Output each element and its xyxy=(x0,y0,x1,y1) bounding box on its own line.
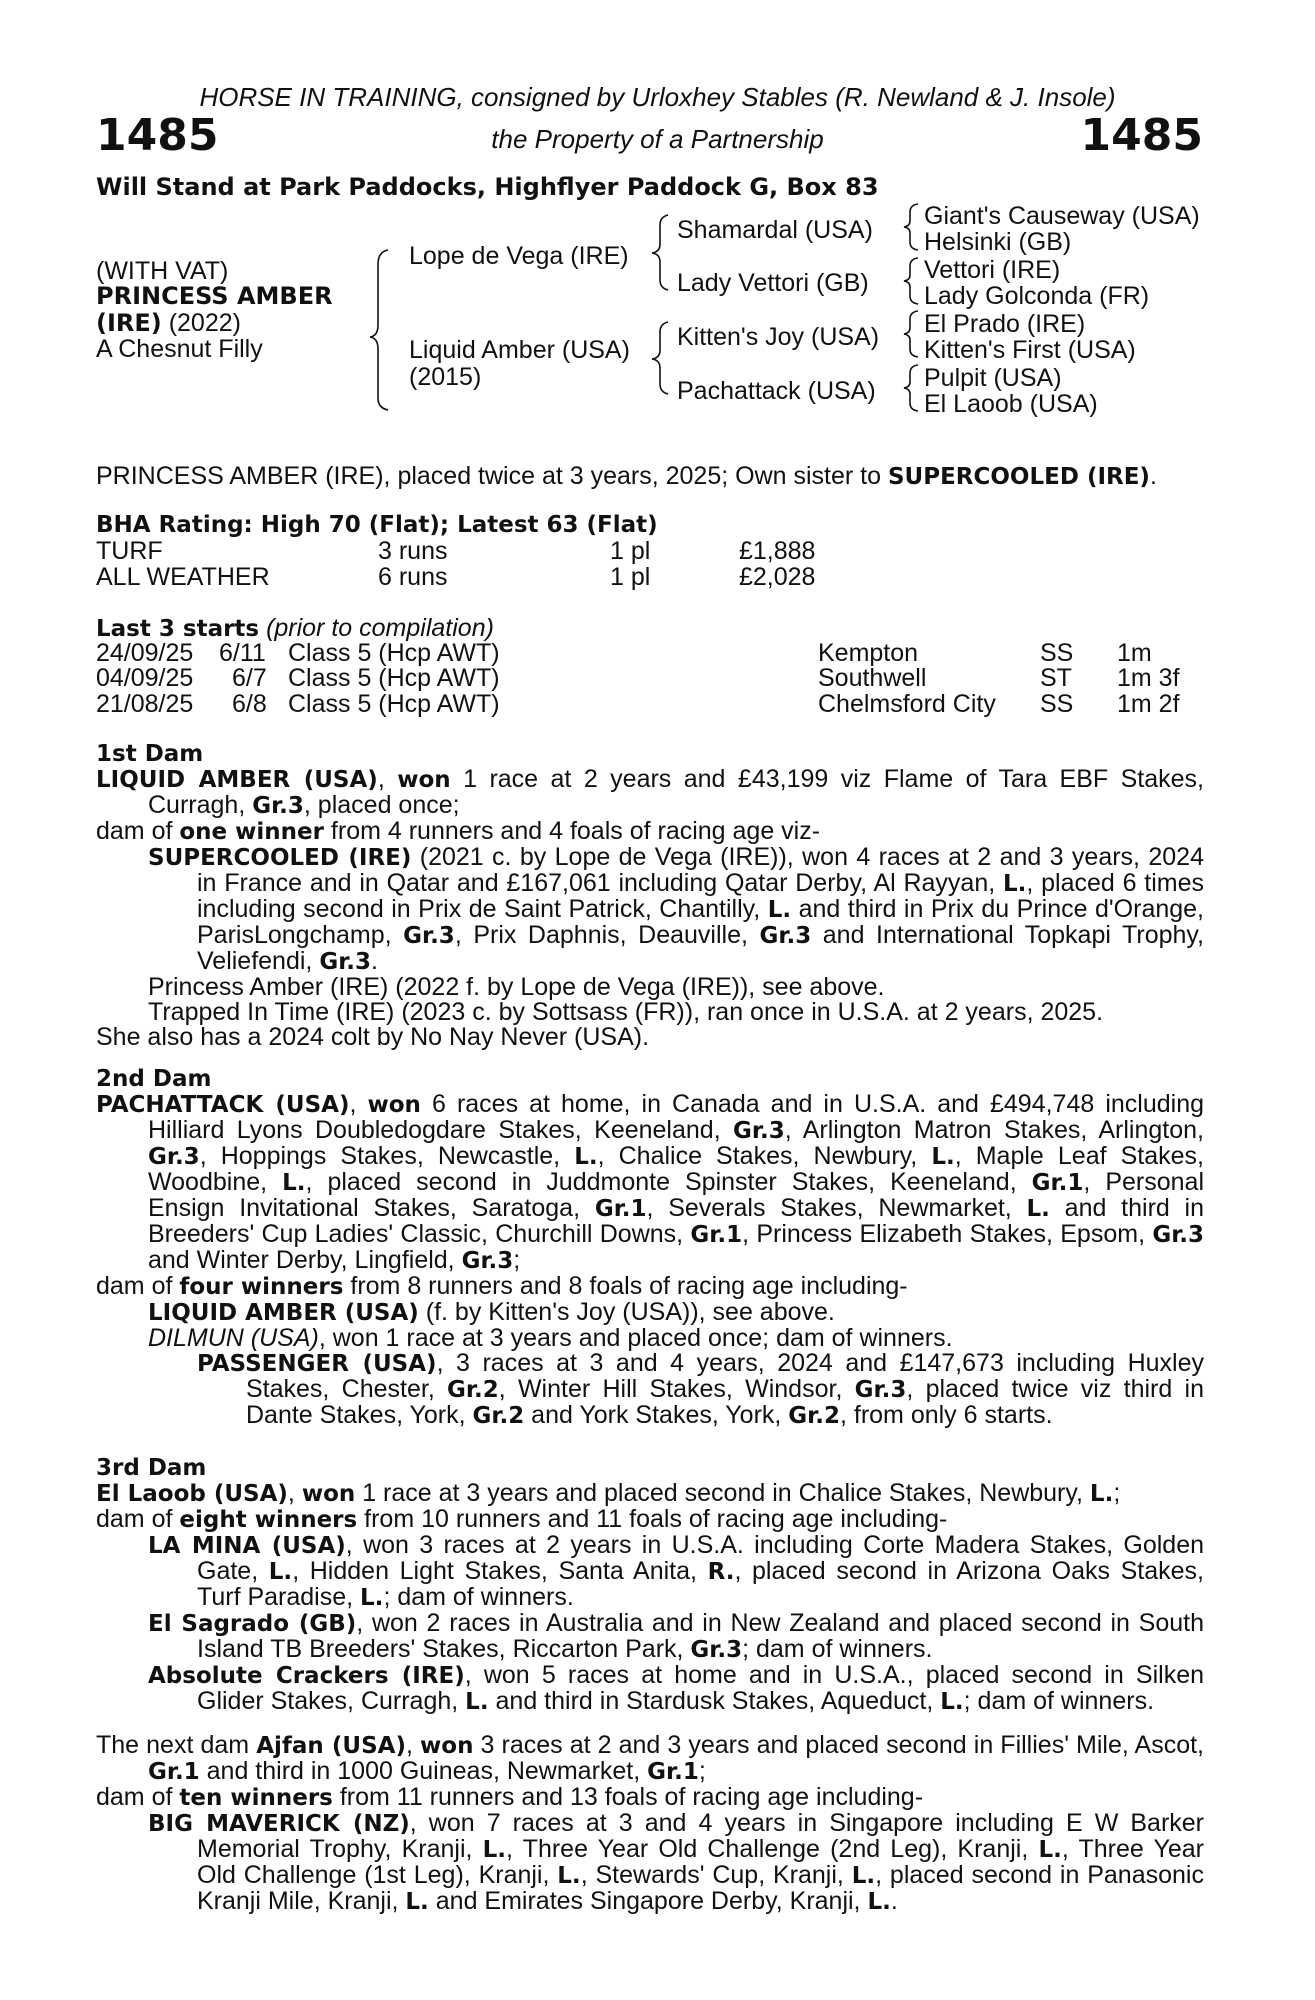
start-2-pos: 6/7 xyxy=(232,664,267,692)
el-sagrado-entry: El Sagrado (GB), won 2 races in Australia and in New Zealand and placed second in South Island TB Breeders' Stakes, Riccarton Park, Gr.3; dam of winners. xyxy=(148,1609,1204,1663)
start-1-date: 24/09/25 xyxy=(96,639,194,667)
start-1-going: SS xyxy=(1040,639,1074,667)
ggp-1: Giant's Causeway (USA) xyxy=(924,202,1200,230)
start-1-dist: 1m xyxy=(1117,639,1152,667)
rating-turf-surface: TURF xyxy=(96,537,163,565)
rating-heading: BHA Rating: High 70 (Flat); Latest 63 (Flat) xyxy=(96,512,658,538)
next-dam-winners: dam of ten winners from 11 runners and 13 foals of racing age including- xyxy=(96,1783,924,1811)
start-3-class: Class 5 (Hcp AWT) xyxy=(288,690,500,718)
third-dam-winners: dam of eight winners from 10 runners and 11 foals of racing age including- xyxy=(96,1505,948,1533)
dam-year: (2015) xyxy=(409,363,482,391)
summary-line: PRINCESS AMBER (IRE), placed twice at 3 years, 2025; Own sister to SUPERCOOLED (IRE). xyxy=(96,462,1157,490)
colt-2024-entry: She also has a 2024 colt by No Nay Never (USA). xyxy=(96,1023,650,1051)
second-dam-section xyxy=(96,1067,1204,1429)
dam-dam: Pachattack (USA) xyxy=(677,377,876,405)
lot-number-right: 1485 xyxy=(1080,110,1203,161)
first-dam-heading: 1st Dam xyxy=(96,741,204,767)
ggp-2: Helsinki (GB) xyxy=(924,228,1072,256)
rating-turf-pl: 1 pl xyxy=(610,537,651,565)
lot-number-left: 1485 xyxy=(96,110,219,161)
consignor-line: HORSE IN TRAINING, consigned by Urloxhey Stables (R. Newland & J. Insole) xyxy=(199,82,1116,112)
dam-sire: Kitten's Joy (USA) xyxy=(677,323,880,351)
sire-dam: Lady Vettori (GB) xyxy=(677,269,869,297)
start-2-course: Southwell xyxy=(818,664,927,692)
second-dam-heading: 2nd Dam xyxy=(96,1066,212,1092)
start-1-class: Class 5 (Hcp AWT) xyxy=(288,639,500,667)
next-dam-section xyxy=(96,1733,1204,1915)
rating-aw-runs: 6 runs xyxy=(378,563,448,591)
start-3-pos: 6/8 xyxy=(232,690,267,718)
property-line: the Property of a Partnership xyxy=(491,124,824,154)
ggp-7: Pulpit (USA) xyxy=(924,364,1062,392)
third-dam-para: El Laoob (USA), won 1 race at 3 years and placed second in Chalice Stakes, Newbury, L.; xyxy=(96,1479,1121,1507)
horse-name-country: (IRE) (2022) xyxy=(96,309,241,337)
rating-aw-surface: ALL WEATHER xyxy=(96,563,270,591)
last-starts-heading: Last 3 starts (prior to compilation) xyxy=(96,614,494,642)
trapped-in-time-entry: Trapped In Time (IRE) (2023 c. by Sottsass (FR)), ran once in U.S.A. at 2 years, 2025. xyxy=(148,998,1104,1026)
second-dam-winners: dam of four winners from 8 runners and 8 foals of racing age including- xyxy=(96,1272,908,1300)
third-dam-heading: 3rd Dam xyxy=(96,1455,207,1481)
sire: Lope de Vega (IRE) xyxy=(409,242,629,270)
start-2-dist: 1m 3f xyxy=(1117,664,1180,692)
rating-turf-prize: £1,888 xyxy=(739,537,816,565)
start-3-going: SS xyxy=(1040,690,1074,718)
horse-description: A Chesnut Filly xyxy=(96,335,263,363)
first-dam-winners: dam of one winner from 4 runners and 4 foals of racing age viz- xyxy=(96,817,821,845)
ggp-5: El Prado (IRE) xyxy=(924,310,1086,338)
start-3-date: 21/08/25 xyxy=(96,690,194,718)
passenger-entry: PASSENGER (USA), 3 races at 3 and 4 years, 2024 and £147,673 including Huxley Stakes, Chester, Gr.2, Winter Hill Stakes, Windsor, Gr.3, placed twice viz third in Dante Stakes, York, Gr.2 and York Stakes, York, Gr.2, from only 6 starts. xyxy=(197,1349,1204,1429)
ggp-3: Vettori (IRE) xyxy=(924,256,1061,284)
second-dam-para: PACHATTACK (USA), won 6 races at home, in Canada and in U.S.A. and £494,748 including Hilliard Lyons Doubledogdare Stakes, Keeneland, Gr.3, Arlington Matron Stakes, Arlington, Gr.3, Hoppings Stakes, Newcastle, L., Chalice Stakes, Newbury, L., Maple Leaf Stakes, Woodbine, L., placed second in Juddmonte Spinster Stakes, Keeneland, Gr.1, Personal Ensign Invitational Stakes, Saratoga, Gr.1, Severals Stakes, Newmarket, L. and third in Breeders' Cup Ladies' Classic, Churchill Downs, Gr.1, Princess Elizabeth Stakes, Epsom, Gr.3 and Winter Derby, Lingfield, Gr.3; xyxy=(96,1090,1205,1274)
la-mina-entry: LA MINA (USA), won 3 races at 2 years in U.S.A. including Corte Madera Stakes, Golden Gate, L., Hidden Light Stakes, Santa Anita, R., placed second in Arizona Oaks Stakes, Turf Paradise, L.; dam of winners. xyxy=(148,1531,1205,1611)
sire-sire: Shamardal (USA) xyxy=(677,216,873,244)
start-1-pos: 6/11 xyxy=(219,639,266,667)
rating-aw-pl: 1 pl xyxy=(610,563,651,591)
ggp-6: Kitten's First (USA) xyxy=(924,336,1136,364)
vat-label: (WITH VAT) xyxy=(96,257,229,285)
dilmun-entry: DILMUN (USA), won 1 race at 3 years and placed once; dam of winners. xyxy=(148,1324,953,1352)
start-3-course: Chelmsford City xyxy=(818,690,996,718)
princess-amber-entry: Princess Amber (IRE) (2022 f. by Lope de Vega (IRE)), see above. xyxy=(148,973,885,1001)
rating-aw-prize: £2,028 xyxy=(739,563,816,591)
third-dam-section xyxy=(96,1456,1204,1715)
liquid-amber-entry: LIQUID AMBER (USA) (f. by Kitten's Joy (USA)), see above. xyxy=(148,1298,835,1326)
stand-line: Will Stand at Park Paddocks, Highflyer Paddock G, Box 83 xyxy=(96,173,879,201)
next-dam-para: The next dam Ajfan (USA), won 3 races at 2 and 3 years and placed second in Fillies' Mile, Ascot, Gr.1 and third in 1000 Guineas, Newmarket, Gr.1; xyxy=(96,1731,1204,1785)
start-1-course: Kempton xyxy=(818,639,919,667)
start-3-dist: 1m 2f xyxy=(1117,690,1180,718)
start-2-date: 04/09/25 xyxy=(96,664,194,692)
horse-name: PRINCESS AMBER xyxy=(96,282,333,310)
absolute-crackers-entry: Absolute Crackers (IRE), won 5 races at home and in U.S.A., placed second in Silken Glider Stakes, Curragh, L. and third in Stardusk Stakes, Aqueduct, L.; dam of winners. xyxy=(148,1661,1204,1715)
dam: Liquid Amber (USA) xyxy=(409,336,630,364)
start-2-going: ST xyxy=(1040,664,1072,692)
ggp-8: El Laoob (USA) xyxy=(924,390,1098,418)
rating-turf-runs: 3 runs xyxy=(378,537,448,565)
big-maverick-entry: BIG MAVERICK (NZ), won 7 races at 3 and 4 years in Singapore including E W Barker Memorial Trophy, Kranji, L., Three Year Old Challenge (2nd Leg), Kranji, L., Three Year Old Challenge (1st Leg), Kranji, L., Stewards' Cup, Kranji, L., placed second in Panasonic Kranji Mile, Kranji, L. and Emirates Singapore Derby, Kranji, L.. xyxy=(148,1809,1205,1915)
supercooled-entry: SUPERCOOLED (IRE) (2021 c. by Lope de Vega (IRE)), won 4 races at 2 and 3 years, 2024 in France and in Qatar and £167,061 including Qatar Derby, Al Rayyan, L., placed 6 times including second in Prix de Saint Patrick, Chantilly, L. and third in Prix du Prince d'Orange, ParisLongchamp, Gr.3, Prix Daphnis, Deauville, Gr.3 and International Topkapi Trophy, Veliefendi, Gr.3. xyxy=(148,843,1205,975)
start-2-class: Class 5 (Hcp AWT) xyxy=(288,664,500,692)
ggp-4: Lady Golconda (FR) xyxy=(924,282,1150,310)
first-dam-section xyxy=(96,742,1204,1050)
first-dam-para: LIQUID AMBER (USA), won 1 race at 2 years and £43,199 viz Flame of Tara EBF Stakes, Curragh, Gr.3, placed once; xyxy=(96,765,1204,819)
